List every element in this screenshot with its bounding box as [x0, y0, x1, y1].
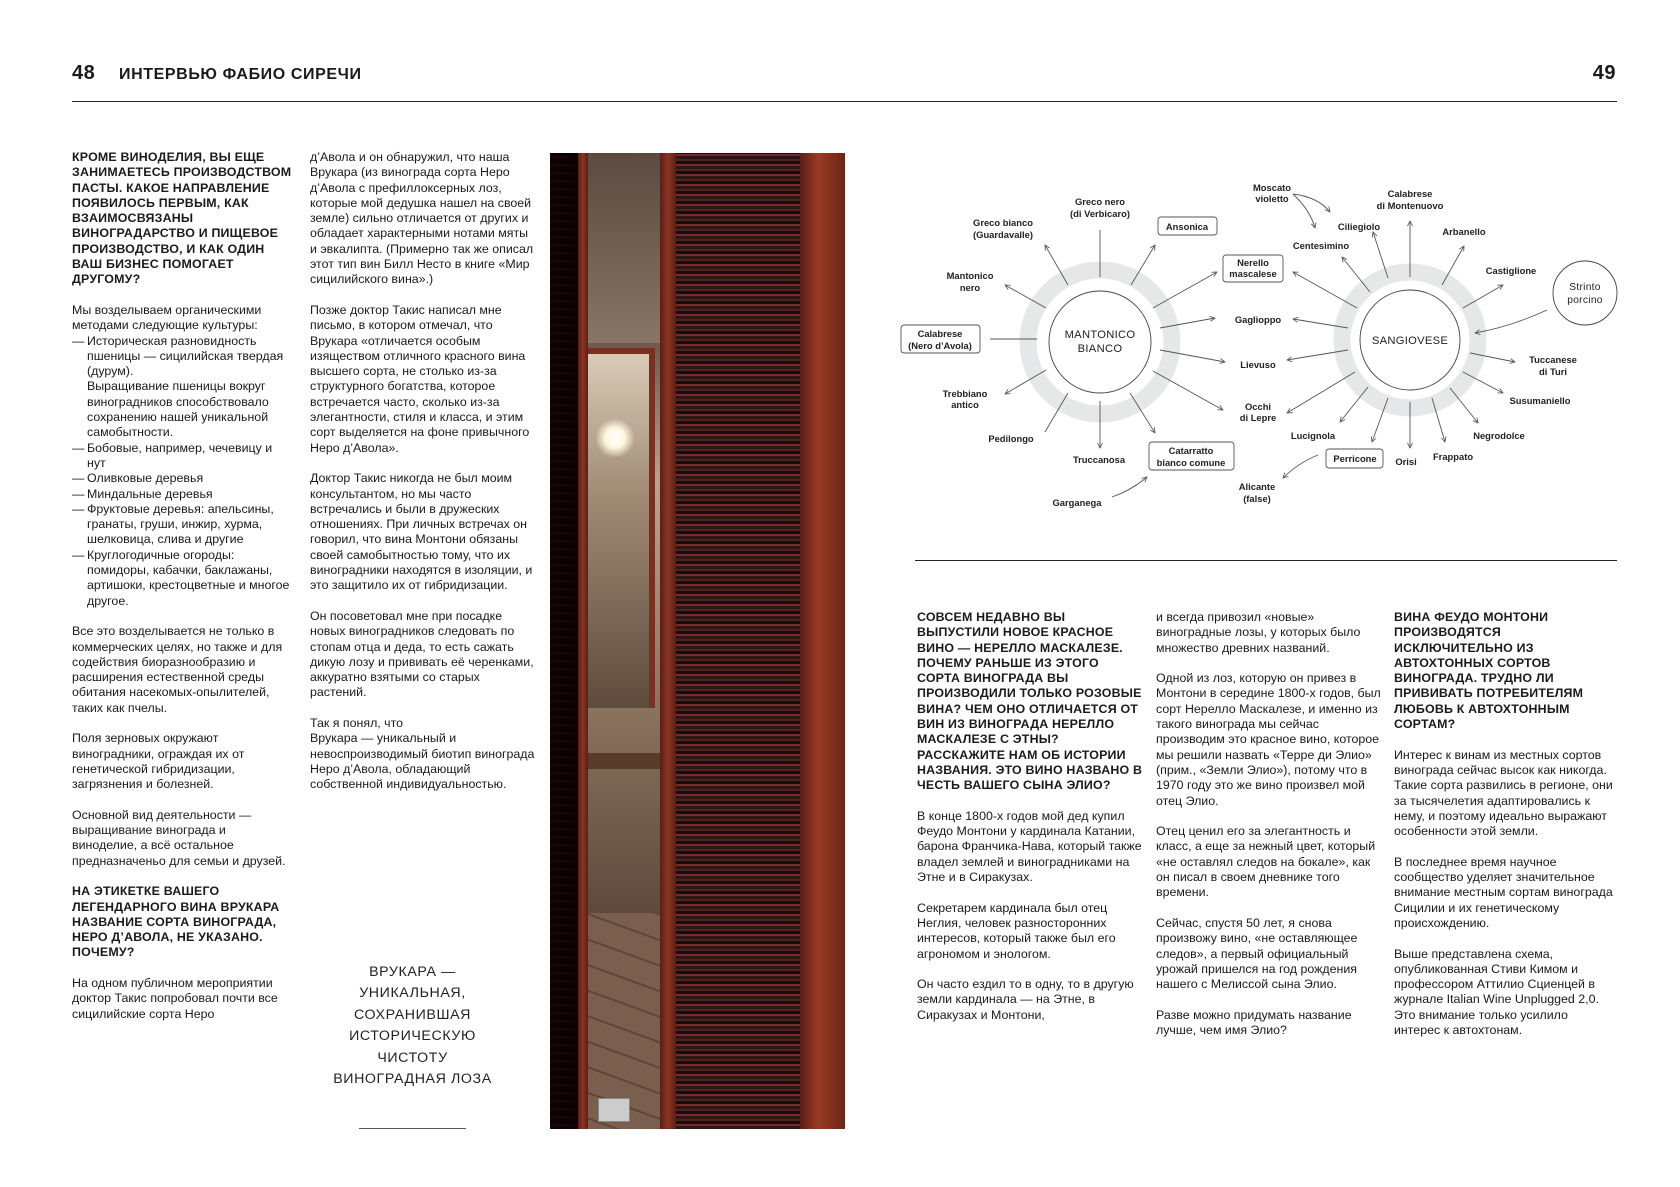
- label-truccanosa: Truccanosa: [1072, 454, 1126, 465]
- pull-quote: ВРУКАРА — УНИКАЛЬНАЯ, СОХРАНИВШАЯ ИСТОРИЧЕСКУЮ ЧИСТОТУ ВИНОГРАДНАЯ ЛОЗА: [333, 964, 492, 1088]
- label-greco-bianco-2: (Guardavalle): [973, 229, 1033, 240]
- label-tuccanese-1: Tuccanese: [1529, 354, 1577, 365]
- label-calabrese-monte-2: di Montenuovo: [1376, 200, 1444, 211]
- label-occhi-1: Occhi: [1244, 401, 1272, 412]
- list-item: — Бобовые, например, чечевицу и нут: [72, 441, 294, 472]
- interview-question: СОВСЕМ НЕДАВНО ВЫ ВЫПУСТИЛИ НОВОЕ КРАСНОЕ ВИНО — НЕРЕЛЛО МАСКАЛЕЗЕ. ПОЧЕМУ РАНЬШЕ ИЗ ЭТОГО СОРТА ВИНОГРАДА ВЫ ПРОИЗВОДИЛИ ТОЛЬКО РОЗОВЫЕ ВИНА? ЧЕМ ОНО ОТЛИЧАЕТСЯ ОТ ВИН ИЗ ВИНОГРАДА НЕРЕЛЛО МАСКАЛЕЗЕ С ЭТНЫ? РАССКАЖИТЕ НАМ ОБ ИСТОРИИ НАЗВАНИЯ. ЭТО ВИНО НАЗВАНО В ЧЕСТЬ ВАШЕГО СЫНА ЭЛИО?: [917, 610, 1143, 793]
- answer-paragraph: Доктор Такис никогда не был моим консультантом, но мы часто встречались и были в дружеских отношениях. При личных встречах он говорил, что вина Монтони обязаны своей самобытностью тому, что их виноградники находятся в изоляции, и это защитило их от гибридизации.: [310, 471, 533, 593]
- label-orisi: Orisi: [1395, 456, 1417, 467]
- answer-paragraph: Отец ценил его за элегантность и класс, а еще за нежный цвет, который «не оставлял следов на бокале», как он писал в своем дневнике того времени.: [1156, 824, 1376, 900]
- label-mantonico-nero-2: nero: [959, 282, 981, 293]
- label-calabrese-monte-1: Calabrese: [1387, 188, 1433, 199]
- label-nerello-1: Nerello: [1237, 257, 1269, 268]
- answer-paragraph: Выше представлена схема, опубликованная Стиви Кимом и профессором Аттилио Сциенцей в журнале Italian Wine Unplugged 2,0. Это внимание только усилило интерес к автохтонам.: [1394, 946, 1599, 1038]
- label-alicante-1: Alicante: [1238, 481, 1276, 492]
- label-ansonica: Ansonica: [1165, 221, 1209, 232]
- section-title: ИНТЕРВЬЮ ФАБИО СИРЕЧИ: [119, 66, 362, 83]
- answer-paragraph: Так я понял, что Врукара — уникальный и невоспроизводимый биотип винограда Неро д’Авола, обладающий собственной индивидуальностью.: [310, 715, 535, 792]
- list-item: — Фруктовые деревья: апельсины, гранаты, груши, инжир, хурма, шелковица, слива и другие: [72, 502, 294, 548]
- pull-quote-rule: [359, 1128, 466, 1129]
- label-castiglione: Castiglione: [1485, 265, 1537, 276]
- answer-paragraph: Поля зерновых окружают виноградники, ограждая их от генетической гибридизации, загрязнения и болезней.: [72, 731, 245, 792]
- answer-paragraph: Интерес к винам из местных сортов винограда сейчас высок как никогда. Такие сорта развились в регионе, они за тысячелетия адаптировались к нему, и поэтому идеально выражают особенности этой земли.: [1394, 747, 1613, 839]
- answer-paragraph: Позже доктор Такис написал мне письмо, в котором отмечал, что Врукара «отличается особым изяществом отличного красного вина высшего сорта, не столько из-за структурного богатства, которое встречается часто, сколько из-за элегантности, стиля и класса, и этим сорт выделяется на фоне привычного Неро д’Авола».: [310, 302, 530, 455]
- label-greco-nero-2: (di Verbicaro): [1070, 208, 1130, 219]
- strinto-circle: [1553, 261, 1617, 325]
- label-calabrese-nero-1: Calabrese: [917, 328, 963, 339]
- answer-paragraph: Одной из лоз, которую он привез в Монтони в середине 1800-х годов, был сорт Нерелло Маскалезе, и именно из такого винограда мы сейчас производим это красное вино, которое мы решили назвать «Терре ди Элио» (прим., «Земли Элио»), потому что в 1970 году это же вино произвел мой отец Элио.: [1156, 671, 1381, 808]
- answer-paragraph: Секретарем кардинала был отец Неглия, человек разносторонних интересов, который также был его агрономом и энологом.: [917, 900, 1116, 961]
- photo-beam-left: [578, 153, 588, 1129]
- photo-bottle-rack-right: [670, 153, 800, 1129]
- label-moscato-2: violetto: [1255, 193, 1289, 204]
- label-lievuso: Lievuso: [1240, 359, 1276, 370]
- label-nerello-2: mascalese: [1229, 268, 1277, 279]
- answer-paragraph: Он посоветовал мне при посадке новых виноградников следовать по стопам отца и деда, то есть сажать дикую лозу и прививать её черенками, аккуратно взятыми со старых растений.: [310, 608, 534, 700]
- label-catarratto-2: bianco comune: [1156, 457, 1226, 468]
- diagram-rule: [915, 560, 1617, 561]
- label-gaglioppo: Gaglioppo: [1234, 314, 1282, 325]
- grape-variety-diagram: [900, 175, 1630, 520]
- answer-paragraph: и всегда привозил «новые» виноградные лозы, у которых было множество древних названий.: [1156, 610, 1361, 655]
- crop-list: [72, 334, 294, 609]
- mantonico-circle: [1049, 291, 1151, 393]
- label-tuccanese-2: di Turi: [1539, 366, 1567, 377]
- photo-beam-mid: [660, 153, 676, 1129]
- answer-paragraph: Все это возделывается не только в коммерческих целях, но также и для содействия биоразнообразию и расширения естественной среды обитания насекомых-опылителей, таких как пчелы.: [72, 624, 283, 715]
- text-column-2: [310, 150, 535, 808]
- list-item: — Оливковые деревья: [72, 471, 294, 486]
- label-occhi-2: di Lepre: [1239, 412, 1277, 423]
- interview-question: КРОМЕ ВИНОДЕЛИЯ, ВЫ ЕЩЕ ЗАНИМАЕТЕСЬ ПРОИЗВОДСТВОМ ПАСТЫ. КАКОЕ НАПРАВЛЕНИЕ ПОЯВИЛОСЬ ПЕРВЫМ, КАК ВЗАИМОСВЯЗАНЫ ВИНОГРАДАРСТВО И ПИЩЕВОЕ ПРОИЗВОДСТВО, И КАК ОДИН ВАШ БИЗНЕС ПОМОГАЕТ ДРУГОМУ?: [72, 150, 292, 287]
- label-catarratto-1: Catarratto: [1168, 445, 1214, 456]
- label-calabrese-nero-2: (Nero d’Avola): [908, 340, 972, 351]
- label-frappato: Frappato: [1432, 451, 1474, 462]
- list-item: — Круглогодичные огороды: помидоры, кабачки, баклажаны, артишоки, крестоцветные и многое другое.: [72, 548, 294, 609]
- label-perricone: Perricone: [1333, 453, 1377, 464]
- label-pedilongo: Pedilongo: [988, 433, 1034, 444]
- photo-bottle-rack-left: [550, 153, 578, 1129]
- answer-paragraph: д’Авола и он обнаружил, что наша Врукара (из винограда сорта Неро д’Авола с префиллоксерных лоз, которые мой дедушка нашел на своей земле) сильно отличается от других и обладает характерными нотами мяты и эвкалипта. (Примерно так же описал этот тип вин Билл Несто в книге «Мир сицилийского вина».): [310, 150, 534, 287]
- page-number-right: 49: [1592, 62, 1616, 84]
- list-item: — Историческая разновидность пшеницы — сицилийская твердая (дурум). Выращивание пшеницы вокруг виноградников способствовало сохранению нашей уникальной самобытности.: [72, 334, 294, 441]
- text-column-3: [917, 610, 1145, 1038]
- label-trebbiano-1: Trebbiano: [942, 388, 988, 399]
- label-negrodolce: Negrodolce: [1473, 430, 1525, 441]
- text-column-5: [1394, 610, 1616, 1054]
- text-column-1: [72, 150, 294, 1037]
- label-susumaniello: Susumaniello: [1509, 395, 1571, 406]
- photo-drain: [598, 1098, 630, 1122]
- label-garganega: Garganega: [1052, 497, 1102, 508]
- answer-paragraph: На одном публичном мероприятии доктор Такис попробовал почти все сицилийские сорта Неро: [72, 976, 278, 1021]
- answer-paragraph: Он часто ездил то в одну, то в другую земли кардинала — на Этне, в Сиракузах и Монтони,: [917, 977, 1134, 1022]
- list-item: — Миндальные деревья: [72, 487, 294, 502]
- answer-paragraph: В последнее время научное сообщество уделяет значительное внимание местным сортам винограда Сицилии и их генетическому происхождению.: [1394, 854, 1613, 930]
- header-rule: [72, 101, 1617, 102]
- strinto-label-2: porcino: [1567, 295, 1603, 306]
- wine-cellar-photo: [550, 153, 845, 1129]
- mantonico-label-1: MANTONICO: [1064, 329, 1136, 341]
- interview-question: ВИНА ФЕУДО МОНТОНИ ПРОИЗВОДЯТСЯ ИСКЛЮЧИТЕЛЬНО ИЗ АВТОХТОННЫХ СОРТОВ ВИНОГРАДА. ТРУДНО ЛИ ПРИВИВАТЬ ПОТРЕБИТЕЛЯМ ЛЮБОВЬ К АВТОХТОННЫМ СОРТАМ?: [1394, 610, 1584, 732]
- page-number-left: 48: [72, 62, 96, 84]
- answer-paragraph: Разве можно придумать название лучше, чем имя Элио?: [1156, 1007, 1352, 1038]
- label-ciliegiolo: Ciliegiolo: [1337, 221, 1381, 232]
- label-moscato-1: Moscato: [1252, 182, 1292, 193]
- label-lucignola: Lucignola: [1290, 430, 1336, 441]
- mantonico-label-2: BIANCO: [1077, 343, 1123, 355]
- photo-beam-right: [800, 153, 845, 1129]
- label-trebbiano-2: antico: [951, 399, 979, 410]
- interview-question: НА ЭТИКЕТКЕ ВАШЕГО ЛЕГЕНДАРНОГО ВИНА ВРУКАРА НАЗВАНИЕ СОРТА ВИНОГРАДА, НЕРО Д’АВОЛА, НЕ УКАЗАНО. ПОЧЕМУ?: [72, 884, 280, 960]
- photo-lamp: [595, 418, 635, 458]
- answer-paragraph: Мы возделываем органическими методами следующие культуры:: [72, 302, 262, 333]
- label-greco-bianco-1: Greco bianco: [973, 217, 1033, 228]
- label-centesimino: Centesimino: [1292, 240, 1350, 251]
- strinto-label-1: Strinto: [1569, 282, 1601, 293]
- answer-paragraph: Сейчас, спустя 50 лет, я снова произвожу вино, «не оставляющее следов», а первый официальный урожай пришелся на год рождения нашего с Мелиссой сына Элио.: [1156, 915, 1358, 992]
- sangiovese-label: SANGIOVESE: [1371, 335, 1449, 347]
- answer-paragraph: Основной вид деятельности — выращивание винограда и виноделие, а всё остальное предназначеньо для семьи и друзей.: [72, 807, 286, 868]
- label-alicante-2: (false): [1243, 493, 1271, 504]
- label-arbanello: Arbanello: [1442, 226, 1486, 237]
- answer-paragraph: В конце 1800-х годов мой дед купил Феудо Монтони у кардинала Катании, барона Франчика-Нава, который также владел землей и виноградниками на Этне и в Сиракузах.: [917, 808, 1142, 885]
- label-mantonico-nero-1: Mantonico: [946, 270, 994, 281]
- label-greco-nero-1: Greco nero: [1074, 196, 1126, 207]
- text-column-4: [1156, 610, 1382, 1054]
